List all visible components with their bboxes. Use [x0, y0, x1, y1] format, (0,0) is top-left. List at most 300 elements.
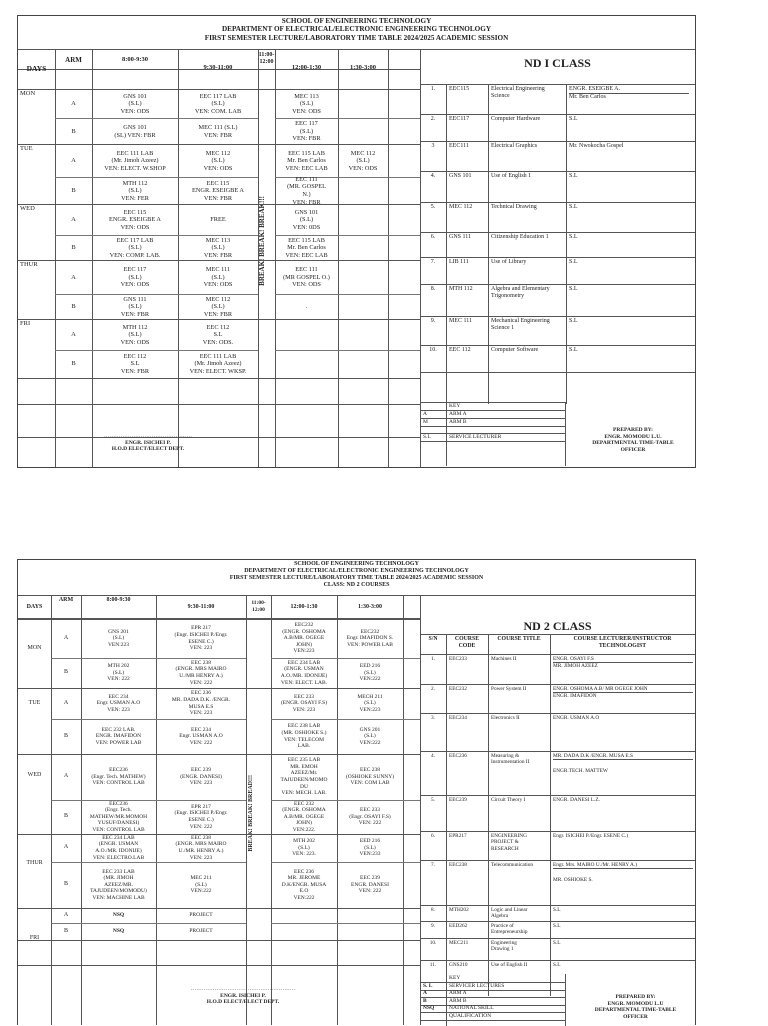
arm-label: A [71, 273, 76, 281]
course-code: EEC111 [449, 143, 469, 149]
cell-line: (ENGR. OSHOMA [282, 628, 326, 635]
course-sn: 7. [430, 259, 436, 265]
cell-line: NSQ [112, 928, 125, 935]
cell-line: VEN: CONTROL LAB [92, 826, 145, 833]
cell-line: MEC 112 [350, 149, 376, 157]
key-meaning: QUALIFICATION [449, 1013, 492, 1019]
schedule-cell [92, 118, 178, 145]
cell-line: EEC 233 [293, 693, 314, 700]
title-line: Use of English 1 [491, 173, 532, 179]
cell-line: MR. EMOH [290, 763, 318, 770]
cell-line: EPR 217 [191, 625, 211, 632]
schedule-cell [338, 261, 388, 294]
arm-label: A [71, 157, 76, 164]
schedule-cell [337, 658, 403, 688]
cell-line: MR. DADA D.K. /ENGR. [171, 696, 231, 703]
course-lecturer [553, 753, 693, 775]
cell-line: VEN: ELECT. W.SHOP [104, 164, 166, 172]
col-arm: ARM [58, 597, 74, 603]
cell-line: MTH 112 [122, 179, 148, 187]
cell-line: VEN:222 [293, 894, 315, 901]
schedule-cell [275, 177, 338, 205]
schedule-cell [156, 658, 246, 688]
cell-line: VEN: ODS [203, 281, 233, 289]
key-meaning: ARM A [449, 990, 467, 997]
prepared-line: DEPARTMENTAL TIME-TABLE [592, 440, 674, 447]
lecturer-line: Engr. ISICHEI P./Engr. ESENE C.) [553, 833, 629, 839]
cell-line: (S.L) [364, 733, 376, 740]
cell-line: (Mr. Jimoh Azeez) [111, 157, 159, 165]
title-line: Circuit Theory I [491, 797, 526, 803]
course-sn: 9. [430, 318, 436, 324]
cell-line: VEN: 223 [189, 710, 213, 717]
course-code: EEC 112 [449, 347, 471, 353]
cell-line: VEN: ELECTRO.LAB [92, 854, 145, 861]
cell-line: EEC 239 [359, 875, 380, 882]
class-title: ND I CLASS [524, 56, 591, 70]
arm-label: A [63, 773, 69, 779]
course-header: S/N [428, 636, 438, 642]
cell-line: (Engr. ISICHEI P./Engr. [174, 631, 228, 638]
col-arm: ARM [65, 56, 82, 64]
title-line: Electrical Engineering [491, 86, 545, 92]
lecturer-line: S.L [569, 234, 578, 240]
cell-line: EEC 239 [190, 767, 211, 774]
key-meaning: ARM B [449, 418, 467, 425]
arm-label: B [63, 927, 68, 934]
col-time: 1:30-3:00 [358, 604, 382, 610]
schedule-cell [178, 261, 258, 294]
col-days: DAYS [26, 604, 43, 610]
cell-line: MATHEW/MR.MOMOH [89, 813, 148, 820]
cell-line: (Mr. Jimoh Azeez) [194, 360, 242, 368]
cell-line: PROJECT [189, 928, 213, 935]
course-lecturer [553, 923, 693, 929]
course-sn: 11. [429, 962, 437, 968]
cell-line: VEN: COM LAB [350, 780, 390, 787]
cell-line: VEN: FBR [203, 131, 233, 139]
cell-line: (ENGR. OSHOMA [282, 807, 326, 814]
cell-line: EEC 234 LAB [287, 659, 321, 666]
cell-line: ENGR. ESEIGBE A [192, 187, 244, 195]
lecturer-line: S.L [569, 204, 578, 210]
schedule-cell [337, 719, 403, 754]
cell-line: (MR. JIMOH [103, 875, 134, 882]
cell-line: EEC236 [109, 767, 128, 774]
cell-line: EEC 112 [206, 323, 230, 331]
title-line: Technical Drawing [491, 204, 537, 210]
cell-line: MEC 111 [205, 266, 231, 274]
schedule-cell [92, 235, 178, 261]
cell-line: GNS 201 [108, 628, 129, 635]
timetable-nd1 [17, 15, 696, 468]
key-meaning: ARM A [449, 410, 467, 417]
arm-label: A [63, 699, 69, 706]
cell-line: TAJUDEEN/MOMODU) [90, 888, 147, 895]
cell-line: VEN: 223 [189, 645, 213, 652]
course-title [491, 833, 527, 852]
cell-line: VEN: ODS [120, 223, 150, 231]
course-title [491, 286, 550, 300]
cell-line: VEN: 223 [189, 854, 213, 861]
cell-line: NSQ [112, 912, 125, 919]
class-title: ND 2 CLASS [523, 619, 592, 633]
cell-line: (SL) VEN: FBR [114, 131, 156, 139]
cell-line: LAB. [297, 743, 311, 750]
course-code: EEC117 [449, 116, 470, 122]
cell-line: EEC232 [294, 622, 314, 629]
title-line: Entrepreneurship [491, 929, 528, 936]
day-label: WED [27, 772, 42, 778]
course-lecturer [569, 286, 689, 293]
cell-line: MEC 112 [205, 149, 231, 157]
cell-line: EEC 111 [295, 175, 318, 183]
lecturer-line: S.L [569, 286, 578, 292]
lecturer-line: S.L [553, 907, 561, 913]
col-time: 12:00-1:30 [291, 64, 322, 71]
cell-line: VEN: ODS [203, 164, 233, 172]
schedule-cell [156, 800, 246, 834]
course-lecturer [553, 686, 693, 700]
schedule-cell [337, 908, 403, 923]
schedule-cell [275, 90, 338, 118]
schedule-cell [275, 261, 338, 294]
course-code: LIB 111 [449, 259, 469, 265]
course-lecturer [553, 940, 693, 946]
lecturer-line: ENGR. OSHOMA A.B/ MR OGEGE JOHN [553, 686, 693, 693]
lecturer-line: ENGR. IMAFIDON [553, 693, 597, 700]
header-line: FIRST SEMESTER LECTURE/LABORATORY TIME TABLE 2024/2025 ACADEMIC SESSION [229, 574, 484, 581]
course-title [491, 862, 533, 868]
course-sn: 6. [431, 833, 435, 839]
course-sn: 4. [431, 753, 435, 759]
cell-line: VEN: FBR [292, 135, 321, 143]
cell-line: VEN: 222 [358, 820, 382, 827]
prepared-line: PREPARED BY: [615, 994, 656, 1000]
arm-label: B [71, 303, 76, 310]
arm-label: B [63, 813, 68, 819]
cell-line: VEN: CONTROL LAB [92, 780, 145, 787]
title-line: RESEARCH [491, 845, 519, 852]
title-line: Mechanical Engineering [491, 318, 550, 324]
title-line: Drawing 1 [491, 946, 514, 953]
course-lecturer [553, 962, 693, 968]
cell-line: A.B/MR. OGEGE [283, 635, 325, 642]
schedule-cell [275, 118, 338, 145]
cell-line: Mr. Ben Carlos [287, 244, 326, 252]
cell-line: EEC 238 [359, 767, 380, 774]
cell-line: VEN: 223 [189, 780, 213, 787]
cell-line: VEN: ODS. [202, 338, 234, 346]
course-sn: 8. [431, 907, 435, 913]
cell-line: EEC 115 LAB [288, 236, 325, 244]
cell-line: VEN:233 [359, 851, 381, 858]
cell-line: VEN: 222 [189, 679, 213, 686]
col-time: 11:00-12:00 [251, 600, 266, 613]
cell-line: (Engr. ISICHEI P./Engr. [174, 810, 228, 817]
course-title [491, 204, 537, 211]
course-code: EEC236 [449, 753, 467, 759]
lecturer-line: S.L [569, 173, 578, 179]
cell-line: (S.L) [211, 100, 225, 108]
cell-line: (S.L) [364, 844, 376, 851]
schedule-cell [178, 350, 258, 378]
title-line: Telecommunication [491, 862, 533, 868]
lecturer-line: S.L [553, 923, 561, 929]
timetable-nd2 [17, 559, 696, 1025]
course-lecturer [569, 143, 689, 150]
key-meaning: NATIONAL SKILL [449, 1005, 494, 1012]
day-label: THUR [20, 261, 38, 268]
key-meaning: ARM B [449, 997, 467, 1004]
course-title [491, 259, 526, 266]
course-code: MEC 111 [449, 318, 473, 324]
col-time: 8:00-9:30 [122, 56, 148, 63]
cell-line: EEC 238 [190, 659, 211, 666]
schedule-cell [271, 800, 337, 834]
schedule-cell [81, 923, 156, 940]
prepared-line: OFFICER [620, 446, 646, 453]
schedule-cell [92, 320, 178, 350]
cell-line: (S.L) [128, 244, 142, 252]
course-sn: 1. [431, 656, 435, 662]
schedule-cell [156, 619, 246, 658]
lecturer-line: S.L [553, 962, 561, 968]
cell-line: (ENGR. MRS MAIRO [175, 841, 227, 848]
schedule-cell [271, 619, 337, 658]
arm-label: A [63, 911, 69, 918]
hod-title: H.O.D ELECT/ELECT DEPT. [111, 446, 185, 453]
cell-line: VEN: 222 [358, 888, 382, 895]
cell-line: (Engr. Tech. [105, 807, 132, 814]
cell-line: JOHN) [296, 820, 312, 827]
course-code: EED262 [449, 923, 468, 929]
day-label: TUE [28, 700, 41, 706]
title-line: Engineering [491, 940, 517, 946]
title-line: ENGINEERING [491, 833, 527, 839]
cell-line: JOHN) [296, 641, 312, 648]
title-line: Algebra and Elementary [491, 286, 550, 292]
prepared-by [578, 427, 688, 453]
arm-label: B [63, 881, 68, 887]
key-symbol: NSQ [423, 1005, 435, 1012]
cell-line: EEC 233 LAB [102, 868, 135, 875]
cell-line: EEC 238 [190, 834, 211, 841]
cell-line: VEN: FBR [203, 194, 233, 202]
course-lecturer [569, 234, 689, 241]
schedule-cell [271, 688, 337, 719]
day-label: THUR [26, 860, 43, 866]
cell-line: VEN: 223. [292, 851, 316, 858]
schedule-cell [92, 205, 178, 235]
schedule-cell [81, 719, 156, 754]
cell-line: (ENGR. USMAN [284, 666, 324, 673]
arm-label: B [71, 244, 76, 251]
cell-line: AZEEZ/MR. [104, 881, 133, 888]
col-time: 12:00-1:30 [290, 604, 318, 610]
course-header: COURSE TITLE [497, 636, 541, 642]
cell-line: (S.L) [128, 187, 142, 195]
arm-label: B [71, 360, 76, 367]
cell-line: ESENE C.) [188, 817, 214, 823]
cell-line: VEN: FBR [203, 310, 233, 318]
schedule-cell [81, 619, 156, 658]
break-label: BREAK! BREAK! BREAK!!! [258, 196, 266, 286]
cell-line: EEC 115 LAB [288, 149, 325, 157]
course-sn: 8. [430, 286, 436, 292]
course-code: EPR217 [449, 833, 467, 839]
cell-line: VEN:222 [190, 888, 212, 895]
schedule-cell [275, 235, 338, 261]
col-time: 9:30-11:00 [203, 64, 233, 71]
cell-line: (S.L) [211, 303, 225, 311]
cell-line: . [305, 303, 308, 311]
title-line: Computer Software [491, 347, 539, 353]
course-title [491, 347, 538, 354]
cell-line: EEC 234 LAB [102, 834, 135, 841]
arm-label: A [63, 844, 69, 850]
cell-line: A.B/MR. OGEGE [283, 813, 325, 820]
cell-line: (ENGR. USMAN [98, 841, 139, 848]
schedule-cell [81, 834, 156, 862]
header-line: DEPARTMENT OF ELECTRICAL/ELECTRONIC ENGINEERING TECHNOLOGY [221, 25, 492, 34]
course-sn: 4. [430, 173, 436, 179]
course-code: EEC234 [449, 715, 467, 721]
schedule-cell [275, 205, 338, 235]
schedule-cell [337, 688, 403, 719]
schedule-cell [81, 688, 156, 719]
cell-line: VEN: FER [121, 194, 149, 202]
cell-line: (S.L) [128, 303, 142, 311]
lecturer-line: S.L [569, 259, 578, 265]
title-line: Instrumentation II [491, 759, 530, 766]
cell-line: (ENGR. DANESI) [180, 773, 222, 780]
timetable-header [18, 561, 695, 589]
schedule-cell [338, 177, 388, 205]
cell-line: VEN: ODS [120, 281, 150, 289]
course-title [491, 86, 545, 100]
key-meaning: SERVICER LECTURES [449, 982, 505, 989]
cell-line: (S.L) [128, 100, 142, 108]
cell-line: VEN: FBR [203, 251, 233, 259]
cell-line: VEN: FBR [292, 198, 321, 206]
cell-line: EEC 234 [190, 726, 211, 733]
schedule-cell [338, 90, 388, 118]
cell-line: VEN: COMP. LAB. [109, 251, 161, 259]
cell-line: EEC 238 LAB [287, 723, 321, 730]
course-sn: 7. [431, 862, 435, 868]
course-lecturer [553, 797, 693, 803]
cell-line: EEC 236 [293, 868, 314, 875]
day-label: MON [20, 90, 36, 97]
cell-line: MEC 111 (S.L) [198, 123, 238, 131]
schedule-cell [337, 834, 403, 862]
cell-line: E.O [299, 888, 309, 895]
cell-line: EED 216 [359, 663, 381, 670]
schedule-cell [338, 145, 388, 177]
cell-line: EEC 117 [123, 266, 147, 274]
schedule-cell [156, 688, 246, 719]
cell-line: (S.L) [211, 157, 225, 165]
course-lecturer [569, 347, 689, 354]
cell-line: EEC 117 [295, 120, 318, 128]
course-title [491, 686, 526, 692]
cell-line: S.L [213, 331, 223, 339]
cell-line: (S.L) [364, 700, 376, 707]
cell-line: MEC 113 [294, 92, 319, 100]
schedule-cell [178, 320, 258, 350]
cell-line: VEN:222 [359, 739, 381, 746]
cell-line: EEC232 [360, 628, 380, 635]
cell-line: VEN: MACHINE LAB [92, 894, 145, 901]
course-title [491, 143, 537, 150]
cell-line: (S.L) [299, 216, 314, 224]
course-sn: 10. [429, 940, 437, 946]
cell-line: U./MR HENRY A.) [179, 673, 223, 679]
cell-line: (OSHIOKE SUNNY) [345, 773, 395, 780]
title-line: Computer Hardware [491, 116, 541, 122]
cell-line: MEC 112 [205, 295, 231, 303]
course-code: EEC232 [449, 686, 467, 692]
cell-line: EEC 115 [206, 179, 230, 187]
course-code: GNS 101 [449, 173, 472, 179]
cell-line: ENGR. DANESI [351, 881, 389, 888]
timetable-header [18, 17, 695, 42]
course-code: MEC 112 [449, 204, 473, 210]
cell-line: VEN:222 [359, 676, 381, 683]
schedule-cell [271, 923, 337, 940]
schedule-cell [271, 754, 337, 800]
lecturer-line: MR. JIMOH AZEEZ [553, 663, 598, 670]
cell-line: VEN: FBR [120, 367, 150, 375]
arm-label: A [71, 216, 76, 223]
cell-line: VEN: EEC LAB [285, 164, 328, 172]
cell-line: Engr. USMAN A.O [96, 700, 141, 707]
cell-line: EEC 232 [293, 800, 314, 807]
cell-line: (ENGR. MRS MAIRO [175, 666, 227, 673]
schedule-cell [92, 145, 178, 177]
cell-line: EED 216 [359, 838, 381, 845]
day-label: WED [20, 205, 35, 212]
lecturer-line: MR. OSHIOKE S. [553, 877, 593, 884]
title-line: Electronics II [491, 715, 520, 721]
course-sn: 9. [431, 923, 435, 929]
course-lecturer [553, 656, 693, 670]
key-meaning: KEY [449, 975, 461, 981]
cell-line: EEC 111 LAB [116, 149, 154, 157]
lecturer-line: ENGR. USMAN A.O [553, 715, 600, 721]
schedule-cell [156, 923, 246, 940]
schedule-cell [178, 145, 258, 177]
course-code: EEC233 [449, 656, 467, 662]
cell-line: A.O./MR. IDONIJE) [95, 848, 142, 854]
arm-label: B [63, 732, 68, 739]
hod-name: ENGR. ISICHEI P. [220, 992, 266, 999]
schedule-cell [338, 205, 388, 235]
course-title [491, 656, 516, 662]
cell-line: VEN: 0DS [292, 223, 321, 231]
lecturer-line: ENGR.TECH. MATTEW [553, 768, 608, 775]
title-line: Science 1 [491, 325, 515, 332]
course-title [491, 962, 527, 968]
cell-line: (ENGR. OSAYI F.S) [280, 700, 328, 707]
cell-line: MEC 113 [205, 236, 231, 244]
hod-signature: ………………………………………… ENGR. ISICHEI P. H.O.D ELECT/ELECT DEPT. [68, 433, 228, 453]
course-sn: 6. [430, 234, 436, 240]
cell-line: MECH 211 [357, 693, 383, 700]
cell-line: Engr. USMAN A.O [179, 733, 223, 740]
cell-line: FREE [210, 216, 226, 224]
